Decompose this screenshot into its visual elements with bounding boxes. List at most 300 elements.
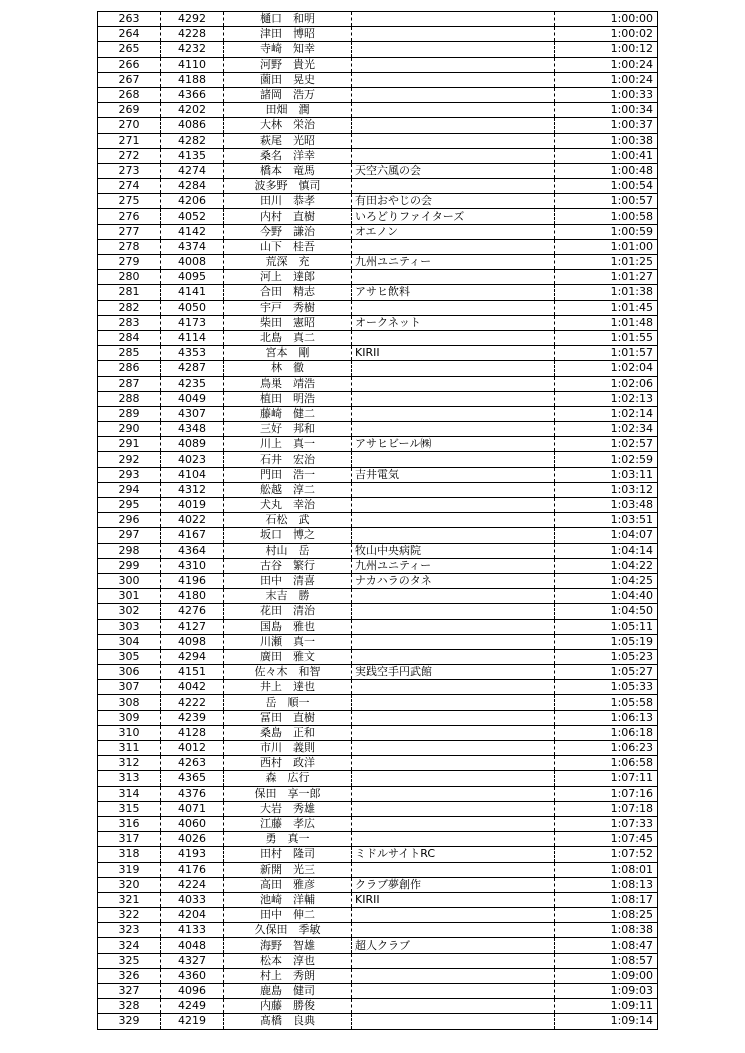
table-row bbox=[98, 756, 658, 771]
rank-cell: 295 bbox=[98, 498, 161, 513]
rank-cell: 282 bbox=[98, 300, 161, 315]
club-cell bbox=[352, 649, 555, 664]
rank-cell: 321 bbox=[98, 892, 161, 907]
bib-cell: 4022 bbox=[161, 513, 224, 528]
bib-cell: 4276 bbox=[161, 604, 224, 619]
table-row bbox=[98, 72, 658, 87]
runner-name-cell: 内村 直樹 bbox=[224, 209, 352, 224]
table-row bbox=[98, 194, 658, 209]
finish-time-cell: 1:03:48 bbox=[555, 498, 658, 513]
runner-name-cell: 田中 清喜 bbox=[224, 573, 352, 588]
finish-time-cell: 1:08:38 bbox=[555, 923, 658, 938]
bib-cell: 4188 bbox=[161, 72, 224, 87]
runner-name-cell: 波多野 慎司 bbox=[224, 179, 352, 194]
bib-cell: 4263 bbox=[161, 756, 224, 771]
club-cell bbox=[352, 619, 555, 634]
runner-name-cell: 江藤 孝広 bbox=[224, 816, 352, 831]
rank-cell: 288 bbox=[98, 391, 161, 406]
runner-name-cell: 末吉 勝 bbox=[224, 589, 352, 604]
table-row bbox=[98, 315, 658, 330]
runner-name-cell: 松本 淳也 bbox=[224, 953, 352, 968]
table-row bbox=[98, 695, 658, 710]
table-row bbox=[98, 589, 658, 604]
table-row bbox=[98, 725, 658, 740]
runner-name-cell: 古谷 繁行 bbox=[224, 558, 352, 573]
rank-cell: 326 bbox=[98, 968, 161, 983]
club-cell bbox=[352, 832, 555, 847]
rank-cell: 274 bbox=[98, 179, 161, 194]
rank-cell: 308 bbox=[98, 695, 161, 710]
club-cell bbox=[352, 513, 555, 528]
table-row bbox=[98, 300, 658, 315]
runner-name-cell: 橋本 竜馬 bbox=[224, 163, 352, 178]
club-cell: アサヒ飲料 bbox=[352, 285, 555, 300]
runner-name-cell: 高田 雅彦 bbox=[224, 877, 352, 892]
table-row bbox=[98, 953, 658, 968]
runner-name-cell: 門田 浩一 bbox=[224, 467, 352, 482]
bib-cell: 4374 bbox=[161, 239, 224, 254]
table-row bbox=[98, 710, 658, 725]
table-row bbox=[98, 892, 658, 907]
rank-cell: 271 bbox=[98, 133, 161, 148]
club-cell bbox=[352, 422, 555, 437]
club-cell bbox=[352, 498, 555, 513]
club-cell bbox=[352, 710, 555, 725]
finish-time-cell: 1:06:13 bbox=[555, 710, 658, 725]
finish-time-cell: 1:09:14 bbox=[555, 1014, 658, 1029]
runner-name-cell: 田畑 潤 bbox=[224, 103, 352, 118]
club-cell bbox=[352, 133, 555, 148]
runner-name-cell: 今野 謙治 bbox=[224, 224, 352, 239]
table-row bbox=[98, 103, 658, 118]
runner-name-cell: 久保田 季敏 bbox=[224, 923, 352, 938]
table-row bbox=[98, 665, 658, 680]
table-row bbox=[98, 179, 658, 194]
rank-cell: 277 bbox=[98, 224, 161, 239]
rank-cell: 324 bbox=[98, 938, 161, 953]
table-row bbox=[98, 42, 658, 57]
table-row bbox=[98, 938, 658, 953]
finish-time-cell: 1:05:58 bbox=[555, 695, 658, 710]
runner-name-cell: 桑名 洋幸 bbox=[224, 148, 352, 163]
rank-cell: 304 bbox=[98, 634, 161, 649]
finish-time-cell: 1:06:18 bbox=[555, 725, 658, 740]
runner-name-cell: 宮本 剛 bbox=[224, 346, 352, 361]
runner-name-cell: 合田 精志 bbox=[224, 285, 352, 300]
finish-time-cell: 1:00:37 bbox=[555, 118, 658, 133]
finish-time-cell: 1:09:00 bbox=[555, 968, 658, 983]
bib-cell: 4180 bbox=[161, 589, 224, 604]
finish-time-cell: 1:00:24 bbox=[555, 72, 658, 87]
table-row bbox=[98, 968, 658, 983]
club-cell bbox=[352, 908, 555, 923]
runner-name-cell: 新開 光三 bbox=[224, 862, 352, 877]
rank-cell: 328 bbox=[98, 999, 161, 1014]
rank-cell: 265 bbox=[98, 42, 161, 57]
rank-cell: 285 bbox=[98, 346, 161, 361]
rank-cell: 322 bbox=[98, 908, 161, 923]
bib-cell: 4089 bbox=[161, 437, 224, 452]
table-row bbox=[98, 376, 658, 391]
runner-name-cell: 井上 達也 bbox=[224, 680, 352, 695]
bib-cell: 4274 bbox=[161, 163, 224, 178]
club-cell bbox=[352, 103, 555, 118]
runner-name-cell: 髙橋 良典 bbox=[224, 1014, 352, 1029]
bib-cell: 4142 bbox=[161, 224, 224, 239]
club-cell: 天空六風の会 bbox=[352, 163, 555, 178]
finish-time-cell: 1:00:24 bbox=[555, 57, 658, 72]
club-cell bbox=[352, 148, 555, 163]
rank-cell: 329 bbox=[98, 1014, 161, 1029]
runner-name-cell: 石松 武 bbox=[224, 513, 352, 528]
club-cell bbox=[352, 741, 555, 756]
rank-cell: 317 bbox=[98, 832, 161, 847]
finish-time-cell: 1:07:45 bbox=[555, 832, 658, 847]
table-row bbox=[98, 163, 658, 178]
table-row bbox=[98, 573, 658, 588]
club-cell: 牧山中央病院 bbox=[352, 543, 555, 558]
bib-cell: 4376 bbox=[161, 786, 224, 801]
club-cell bbox=[352, 634, 555, 649]
finish-time-cell: 1:00:54 bbox=[555, 179, 658, 194]
club-cell bbox=[352, 999, 555, 1014]
table-row bbox=[98, 498, 658, 513]
finish-time-cell: 1:00:00 bbox=[555, 12, 658, 27]
club-cell bbox=[352, 968, 555, 983]
rank-cell: 325 bbox=[98, 953, 161, 968]
table-row bbox=[98, 604, 658, 619]
bib-cell: 4110 bbox=[161, 57, 224, 72]
club-cell: 超人クラブ bbox=[352, 938, 555, 953]
table-row bbox=[98, 330, 658, 345]
club-cell bbox=[352, 862, 555, 877]
finish-time-cell: 1:00:38 bbox=[555, 133, 658, 148]
club-cell: ナカハラのタネ bbox=[352, 573, 555, 588]
bib-cell: 4133 bbox=[161, 923, 224, 938]
rank-cell: 312 bbox=[98, 756, 161, 771]
finish-time-cell: 1:04:25 bbox=[555, 573, 658, 588]
runner-name-cell: 川瀬 真一 bbox=[224, 634, 352, 649]
table-row bbox=[98, 816, 658, 831]
club-cell: 九州ユニティー bbox=[352, 255, 555, 270]
bib-cell: 4312 bbox=[161, 482, 224, 497]
club-cell: 有田おやじの会 bbox=[352, 194, 555, 209]
club-cell bbox=[352, 87, 555, 102]
club-cell bbox=[352, 725, 555, 740]
bib-cell: 4219 bbox=[161, 1014, 224, 1029]
table-row bbox=[98, 27, 658, 42]
rank-cell: 291 bbox=[98, 437, 161, 452]
rank-cell: 301 bbox=[98, 589, 161, 604]
bib-cell: 4222 bbox=[161, 695, 224, 710]
rank-cell: 299 bbox=[98, 558, 161, 573]
runner-name-cell: 花田 清治 bbox=[224, 604, 352, 619]
club-cell bbox=[352, 330, 555, 345]
bib-cell: 4294 bbox=[161, 649, 224, 664]
club-cell: アサヒビール㈱ bbox=[352, 437, 555, 452]
runner-name-cell: 廣田 雅文 bbox=[224, 649, 352, 664]
rank-cell: 306 bbox=[98, 665, 161, 680]
club-cell bbox=[352, 12, 555, 27]
bib-cell: 4104 bbox=[161, 467, 224, 482]
table-row bbox=[98, 422, 658, 437]
rank-cell: 275 bbox=[98, 194, 161, 209]
table-row bbox=[98, 285, 658, 300]
runner-name-cell: 森 広行 bbox=[224, 771, 352, 786]
runner-name-cell: 桑島 正和 bbox=[224, 725, 352, 740]
rank-cell: 286 bbox=[98, 361, 161, 376]
finish-time-cell: 1:00:12 bbox=[555, 42, 658, 57]
club-cell bbox=[352, 604, 555, 619]
bib-cell: 4023 bbox=[161, 452, 224, 467]
rank-cell: 273 bbox=[98, 163, 161, 178]
table-row bbox=[98, 619, 658, 634]
finish-time-cell: 1:04:40 bbox=[555, 589, 658, 604]
club-cell bbox=[352, 179, 555, 194]
table-row bbox=[98, 558, 658, 573]
runner-name-cell: 田村 隆司 bbox=[224, 847, 352, 862]
runner-name-cell: 林 徹 bbox=[224, 361, 352, 376]
table-row bbox=[98, 209, 658, 224]
table-row bbox=[98, 1014, 658, 1029]
table-row bbox=[98, 543, 658, 558]
table-row bbox=[98, 12, 658, 27]
bib-cell: 4141 bbox=[161, 285, 224, 300]
bib-cell: 4228 bbox=[161, 27, 224, 42]
runner-name-cell: 三好 邦和 bbox=[224, 422, 352, 437]
table-row bbox=[98, 771, 658, 786]
runner-name-cell: 萩尾 光昭 bbox=[224, 133, 352, 148]
runner-name-cell: 津田 博昭 bbox=[224, 27, 352, 42]
runner-name-cell: 諸岡 浩万 bbox=[224, 87, 352, 102]
club-cell: いろどりファイターズ bbox=[352, 209, 555, 224]
runner-name-cell: 鹿島 健司 bbox=[224, 984, 352, 999]
runner-name-cell: 鳥巣 靖浩 bbox=[224, 376, 352, 391]
finish-time-cell: 1:04:22 bbox=[555, 558, 658, 573]
bib-cell: 4033 bbox=[161, 892, 224, 907]
finish-time-cell: 1:05:11 bbox=[555, 619, 658, 634]
club-cell bbox=[352, 72, 555, 87]
finish-time-cell: 1:07:16 bbox=[555, 786, 658, 801]
table-row bbox=[98, 270, 658, 285]
finish-time-cell: 1:00:58 bbox=[555, 209, 658, 224]
table-row bbox=[98, 984, 658, 999]
finish-time-cell: 1:01:25 bbox=[555, 255, 658, 270]
finish-time-cell: 1:05:33 bbox=[555, 680, 658, 695]
table-row bbox=[98, 437, 658, 452]
table-row bbox=[98, 255, 658, 270]
finish-time-cell: 1:03:11 bbox=[555, 467, 658, 482]
rank-cell: 278 bbox=[98, 239, 161, 254]
runner-name-cell: 海野 智雄 bbox=[224, 938, 352, 953]
rank-cell: 327 bbox=[98, 984, 161, 999]
results-table bbox=[97, 11, 658, 1030]
club-cell: オエノン bbox=[352, 224, 555, 239]
bib-cell: 4049 bbox=[161, 391, 224, 406]
club-cell bbox=[352, 391, 555, 406]
rank-cell: 313 bbox=[98, 771, 161, 786]
finish-time-cell: 1:00:48 bbox=[555, 163, 658, 178]
finish-time-cell: 1:02:04 bbox=[555, 361, 658, 376]
table-row bbox=[98, 786, 658, 801]
bib-cell: 4239 bbox=[161, 710, 224, 725]
runner-name-cell: 田川 恭孝 bbox=[224, 194, 352, 209]
rank-cell: 309 bbox=[98, 710, 161, 725]
runner-name-cell: 舩越 淳二 bbox=[224, 482, 352, 497]
finish-time-cell: 1:02:57 bbox=[555, 437, 658, 452]
finish-time-cell: 1:06:23 bbox=[555, 741, 658, 756]
rank-cell: 267 bbox=[98, 72, 161, 87]
bib-cell: 4353 bbox=[161, 346, 224, 361]
club-cell bbox=[352, 406, 555, 421]
finish-time-cell: 1:04:14 bbox=[555, 543, 658, 558]
rank-cell: 276 bbox=[98, 209, 161, 224]
runner-name-cell: 冨田 直樹 bbox=[224, 710, 352, 725]
club-cell bbox=[352, 984, 555, 999]
club-cell bbox=[352, 452, 555, 467]
club-cell bbox=[352, 756, 555, 771]
table-row bbox=[98, 118, 658, 133]
runner-name-cell: 国島 雅也 bbox=[224, 619, 352, 634]
club-cell bbox=[352, 953, 555, 968]
rank-cell: 292 bbox=[98, 452, 161, 467]
bib-cell: 4224 bbox=[161, 877, 224, 892]
bib-cell: 4365 bbox=[161, 771, 224, 786]
rank-cell: 268 bbox=[98, 87, 161, 102]
rank-cell: 294 bbox=[98, 482, 161, 497]
rank-cell: 314 bbox=[98, 786, 161, 801]
bib-cell: 4284 bbox=[161, 179, 224, 194]
table-row bbox=[98, 801, 658, 816]
runner-name-cell: 内藤 勝俊 bbox=[224, 999, 352, 1014]
bib-cell: 4235 bbox=[161, 376, 224, 391]
rank-cell: 305 bbox=[98, 649, 161, 664]
rank-cell: 283 bbox=[98, 315, 161, 330]
bib-cell: 4173 bbox=[161, 315, 224, 330]
rank-cell: 316 bbox=[98, 816, 161, 831]
club-cell bbox=[352, 786, 555, 801]
table-row bbox=[98, 649, 658, 664]
runner-name-cell: 田中 伸二 bbox=[224, 908, 352, 923]
club-cell: オークネット bbox=[352, 315, 555, 330]
runner-name-cell: 藤崎 健二 bbox=[224, 406, 352, 421]
rank-cell: 315 bbox=[98, 801, 161, 816]
club-cell bbox=[352, 482, 555, 497]
finish-time-cell: 1:04:50 bbox=[555, 604, 658, 619]
finish-time-cell: 1:08:01 bbox=[555, 862, 658, 877]
table-row bbox=[98, 634, 658, 649]
results-body bbox=[98, 12, 658, 1030]
club-cell: KIRII bbox=[352, 346, 555, 361]
club-cell bbox=[352, 589, 555, 604]
bib-cell: 4048 bbox=[161, 938, 224, 953]
bib-cell: 4196 bbox=[161, 573, 224, 588]
table-row bbox=[98, 680, 658, 695]
club-cell: 九州ユニティー bbox=[352, 558, 555, 573]
table-row bbox=[98, 482, 658, 497]
bib-cell: 4096 bbox=[161, 984, 224, 999]
club-cell: クラブ夢創作 bbox=[352, 877, 555, 892]
club-cell bbox=[352, 300, 555, 315]
finish-time-cell: 1:08:13 bbox=[555, 877, 658, 892]
club-cell bbox=[352, 816, 555, 831]
finish-time-cell: 1:00:34 bbox=[555, 103, 658, 118]
bib-cell: 4364 bbox=[161, 543, 224, 558]
bib-cell: 4327 bbox=[161, 953, 224, 968]
table-row bbox=[98, 847, 658, 862]
runner-name-cell: 川上 真一 bbox=[224, 437, 352, 452]
bib-cell: 4071 bbox=[161, 801, 224, 816]
finish-time-cell: 1:00:41 bbox=[555, 148, 658, 163]
bib-cell: 4114 bbox=[161, 330, 224, 345]
bib-cell: 4050 bbox=[161, 300, 224, 315]
bib-cell: 4086 bbox=[161, 118, 224, 133]
table-row bbox=[98, 908, 658, 923]
bib-cell: 4098 bbox=[161, 634, 224, 649]
finish-time-cell: 1:02:06 bbox=[555, 376, 658, 391]
bib-cell: 4176 bbox=[161, 862, 224, 877]
rank-cell: 293 bbox=[98, 467, 161, 482]
rank-cell: 302 bbox=[98, 604, 161, 619]
bib-cell: 4052 bbox=[161, 209, 224, 224]
runner-name-cell: 大岩 秀雄 bbox=[224, 801, 352, 816]
finish-time-cell: 1:02:13 bbox=[555, 391, 658, 406]
finish-time-cell: 1:02:34 bbox=[555, 422, 658, 437]
rank-cell: 307 bbox=[98, 680, 161, 695]
rank-cell: 289 bbox=[98, 406, 161, 421]
runner-name-cell: 西村 政洋 bbox=[224, 756, 352, 771]
finish-time-cell: 1:09:11 bbox=[555, 999, 658, 1014]
bib-cell: 4360 bbox=[161, 968, 224, 983]
bib-cell: 4193 bbox=[161, 847, 224, 862]
runner-name-cell: 村山 岳 bbox=[224, 543, 352, 558]
bib-cell: 4042 bbox=[161, 680, 224, 695]
bib-cell: 4282 bbox=[161, 133, 224, 148]
rank-cell: 280 bbox=[98, 270, 161, 285]
finish-time-cell: 1:03:51 bbox=[555, 513, 658, 528]
club-cell bbox=[352, 118, 555, 133]
bib-cell: 4060 bbox=[161, 816, 224, 831]
bib-cell: 4249 bbox=[161, 999, 224, 1014]
runner-name-cell: 宇戸 秀樹 bbox=[224, 300, 352, 315]
finish-time-cell: 1:02:59 bbox=[555, 452, 658, 467]
club-cell bbox=[352, 239, 555, 254]
rank-cell: 269 bbox=[98, 103, 161, 118]
club-cell bbox=[352, 801, 555, 816]
runner-name-cell: 勇 真一 bbox=[224, 832, 352, 847]
table-row bbox=[98, 361, 658, 376]
finish-time-cell: 1:07:52 bbox=[555, 847, 658, 862]
bib-cell: 4232 bbox=[161, 42, 224, 57]
runner-name-cell: 薗田 晃史 bbox=[224, 72, 352, 87]
finish-time-cell: 1:00:59 bbox=[555, 224, 658, 239]
finish-time-cell: 1:01:55 bbox=[555, 330, 658, 345]
bib-cell: 4202 bbox=[161, 103, 224, 118]
bib-cell: 4287 bbox=[161, 361, 224, 376]
table-row bbox=[98, 923, 658, 938]
bib-cell: 4310 bbox=[161, 558, 224, 573]
bib-cell: 4307 bbox=[161, 406, 224, 421]
runner-name-cell: 佐々木 和智 bbox=[224, 665, 352, 680]
table-row bbox=[98, 239, 658, 254]
finish-time-cell: 1:01:48 bbox=[555, 315, 658, 330]
bib-cell: 4095 bbox=[161, 270, 224, 285]
rank-cell: 263 bbox=[98, 12, 161, 27]
finish-time-cell: 1:00:57 bbox=[555, 194, 658, 209]
rank-cell: 310 bbox=[98, 725, 161, 740]
table-row bbox=[98, 832, 658, 847]
table-row bbox=[98, 452, 658, 467]
